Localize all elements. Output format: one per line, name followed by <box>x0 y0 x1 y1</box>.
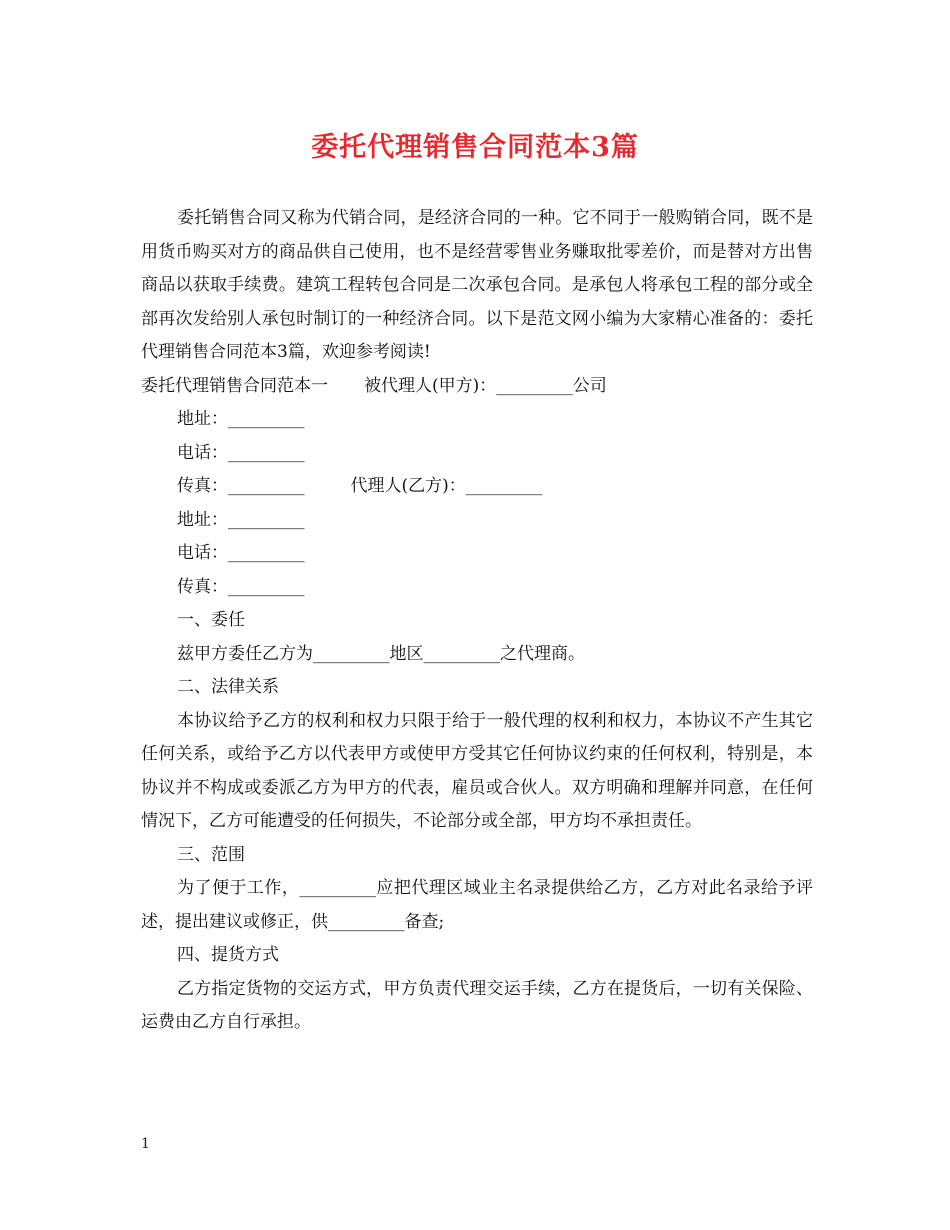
document-body <box>141 202 813 1040</box>
intro-paragraph: 委托销售合同又称为代销合同，是经济合同的一种。它不同于一般购销合同，既不是用货币购买对方的商品供自己使用，也不是经营零售业务赚取批零差价，而是替对方出售商品以获取手续费。建筑工程转包合同是二次承包合同。是承包人将承包工程的部分或全部再次发给别人承包时制订的一种经济合同。以下是范文网小编为大家精心准备的：委托代理销售合同范本3篇，欢迎参考阅读! <box>141 208 813 362</box>
section-1-text: 兹甲方委任乙方为_________地区_________之代理商。 <box>177 643 585 664</box>
party-b-address: 地址：_________ <box>177 509 305 530</box>
party-a-label: 被代理人(甲方)：_________公司 <box>364 375 607 396</box>
document-title: 委托代理销售合同范本3篇 <box>311 132 639 163</box>
party-a-fax: 传真：_________ <box>177 476 305 496</box>
party-b-phone: 电话：_________ <box>177 543 305 563</box>
section-3-text: 为了便于工作，_________应把代理区域业主名录提供给乙方，乙方对此名录给予评述，提出建议或修正，供_________备查; <box>141 878 813 932</box>
party-a-fax-line <box>141 470 813 504</box>
page-number: 1 <box>141 1136 150 1152</box>
section-1-heading: 一、委任 <box>177 610 245 630</box>
sample-heading: 委托代理销售合同范本一 <box>141 375 328 396</box>
party-a-address: 地址：_________ <box>177 409 305 429</box>
section-4-text: 乙方指定货物的交运方式，甲方负责代理交运手续，乙方在提货后，一切有关保险、运费由乙方自行承担。 <box>141 978 813 1032</box>
party-b-label: 代理人(乙方)：_________ <box>350 476 543 496</box>
section-3-heading: 三、范围 <box>177 844 245 865</box>
party-a-phone: 电话：_________ <box>177 442 305 463</box>
section-4-heading: 四、提货方式 <box>177 945 279 965</box>
section-2-heading: 二、法律关系 <box>177 677 279 697</box>
party-b-fax: 传真：_________ <box>177 576 305 597</box>
sample-heading-line <box>141 370 813 404</box>
section-2-text: 本协议给予乙方的权利和权力只限于给于一般代理的权利和权力，本协议不产生其它任何关系，或给予乙方以代表甲方或使甲方受其它任何协议约束的任何权利，特别是，本协议并不构成或委派乙方为甲方的代表，雇员或合伙人。双方明确和理解并同意，在任何情况下，乙方可能遭受的任何损失，不论部分或全部，甲方均不承担责任。 <box>141 710 813 831</box>
